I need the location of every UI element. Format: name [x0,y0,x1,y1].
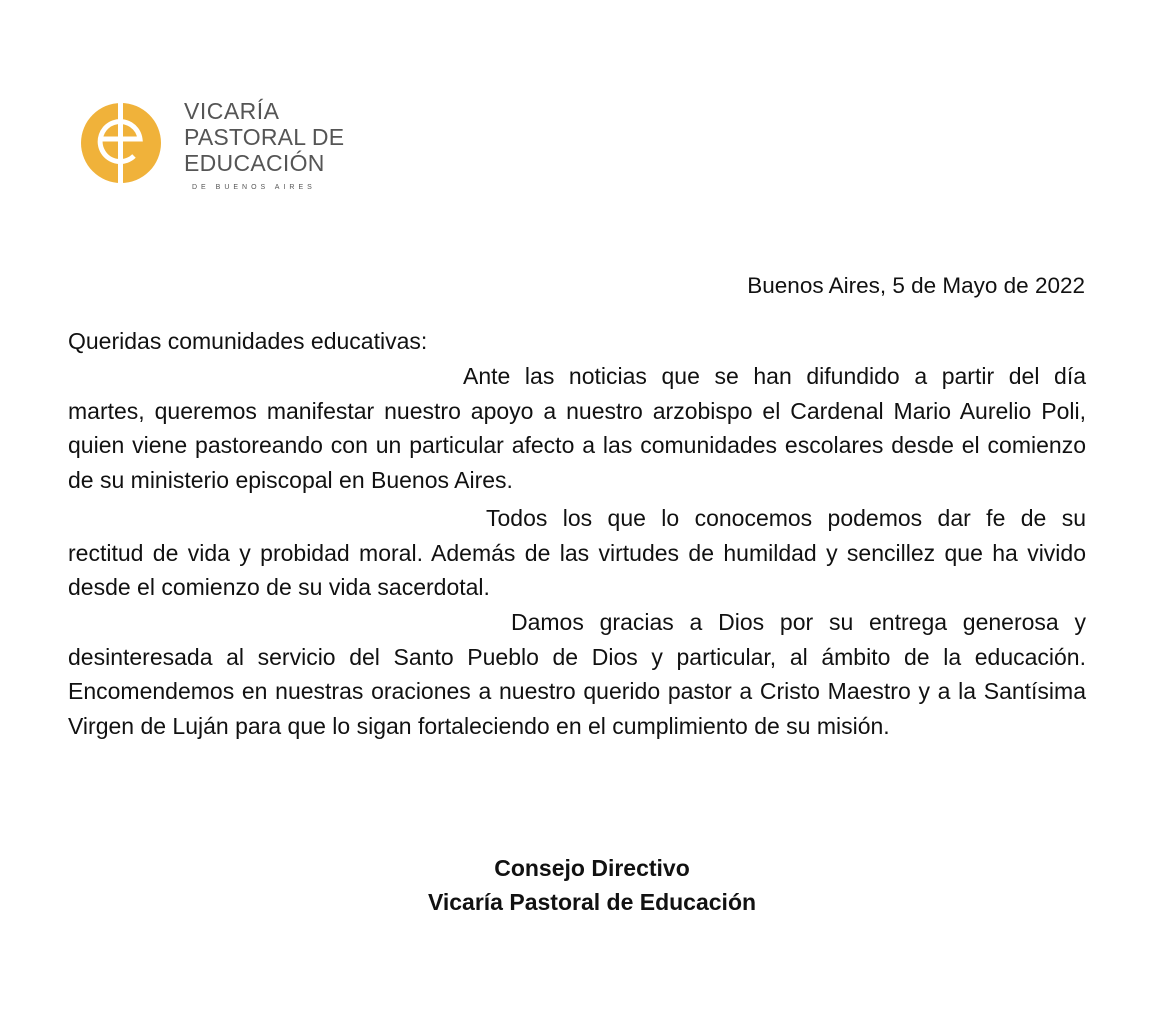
logo-text-line4: DE BUENOS AIRES [192,184,316,191]
signature-line-2: Vicaría Pastoral de Educación [427,889,757,915]
paragraph-2-text: Todos los que lo conocemos podemos dar fe de su rectitud de vida y probidad moral. Además de las virtudes de humildad y sencillez que ha vivido desde el comienzo de su vida sacerdotal. [68,505,1086,600]
vicaria-logo [78,92,368,202]
letter-salutation: Queridas comunidades educativas: [68,328,428,354]
paragraph-3-text: Damos gracias a Dios por su entrega generosa y desinteresada al servicio del Santo Pueblo de Dios y particular, al ámbito de la educación. Encomendemos en nuestras oraciones a nuestro querido pastor a Cristo Maestro y a la Santísima Virgen de Luján para que lo sigan fortaleciendo en el cumplimiento de su misión. [68,609,1086,739]
letter-signature [0,851,1170,919]
signature-line-1: Consejo Directivo [494,855,690,881]
letter-paragraph-2 [68,501,1086,605]
paragraph-1-text: Ante las noticias que se han difundido a partir del día martes, queremos manifestar nuestro apoyo a nuestro arzobispo el Cardenal Mario Aurelio Poli, quien viene pastoreando con un particular afecto a las comunidades escolares desde el comienzo de su ministerio episcopal en Buenos Aires. [68,363,1086,493]
logo-text-line2: PASTORAL DE [184,124,345,150]
letter-paragraph-3 [68,605,1086,743]
logo-text-line3: EDUCACIÓN [184,150,325,176]
logo-text-line1: VICARÍA [184,98,280,124]
letter-date: Buenos Aires, 5 de Mayo de 2022 [747,273,1085,298]
letter-paragraph-1 [68,359,1086,497]
vicaria-logo-graphic [78,92,368,202]
logo-cross-vertical [118,103,123,183]
